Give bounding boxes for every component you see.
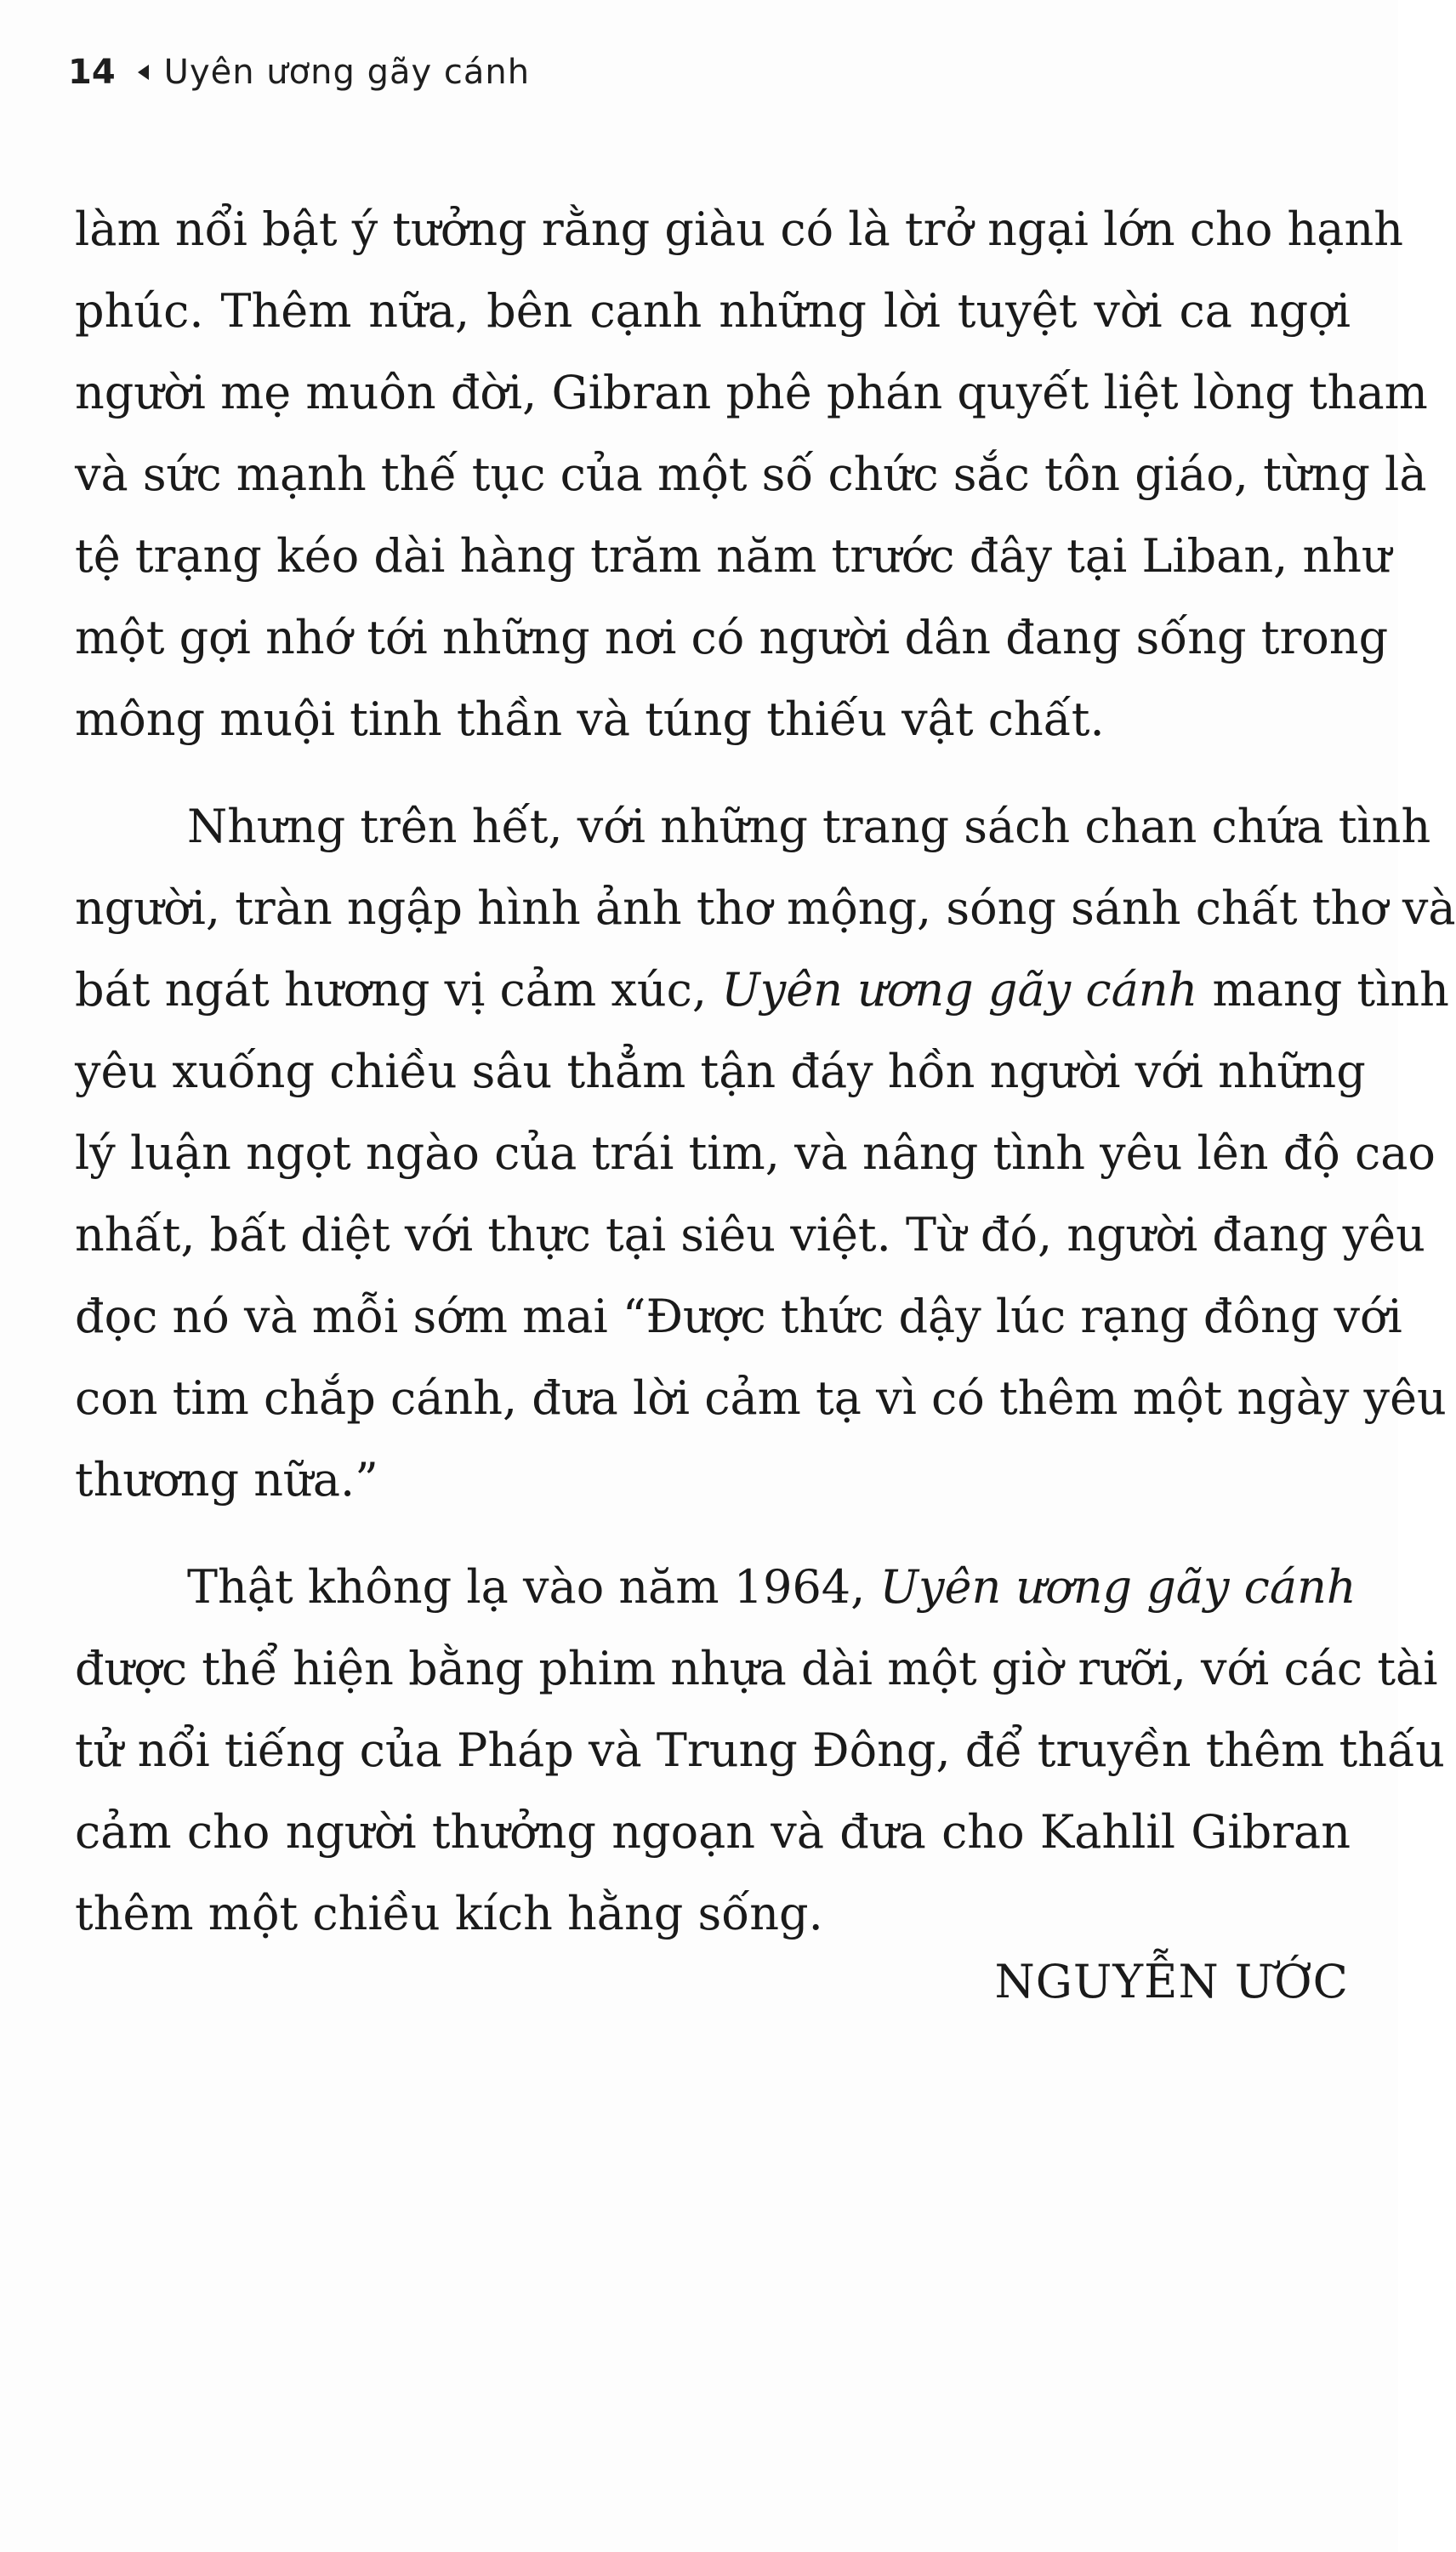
text-segment: bát ngát hương vị cảm xúc, xyxy=(75,963,708,1017)
text-line: mông muội tinh thần và túng thiếu vật chất. xyxy=(75,692,1105,746)
book-title: Uyên ương gãy cánh xyxy=(163,53,531,92)
page-number: 14 xyxy=(68,53,116,92)
text-line: và sức mạnh thế tục của một số chức sắc tôn giáo, từng là xyxy=(75,447,1427,501)
text-line: cảm cho người thưởng ngoạn và đưa cho Kahlil Gibran xyxy=(75,1805,1351,1859)
text-segment: Thật không lạ vào năm 1964, xyxy=(187,1560,866,1614)
running-header xyxy=(68,53,530,92)
text-line: thêm một chiều kích hằng sống. xyxy=(75,1887,823,1940)
text-line: lý luận ngọt ngào của trái tim, và nâng tình yêu lên độ cao xyxy=(75,1126,1436,1180)
text-line: đọc nó và mỗi sớm mai “Được thức dậy lúc rạng đông với xyxy=(75,1290,1402,1343)
text-line: Nhưng trên hết, với những trang sách chan chứa tình xyxy=(187,800,1431,853)
left-triangle-icon xyxy=(138,65,149,80)
text-line: yêu xuống chiều sâu thẳm tận đáy hồn người với những xyxy=(75,1045,1366,1098)
italic-book-title: Uyên ương gãy cánh xyxy=(721,963,1198,1017)
text-line: tệ trạng kéo dài hàng trăm năm trước đây tại Liban, như xyxy=(75,529,1391,583)
text-line: thương nữa.” xyxy=(75,1453,378,1507)
author-signature: NGUYỄN ƯỚC xyxy=(994,1955,1349,2008)
paragraph-3 xyxy=(75,1547,1445,1955)
italic-book-title: Uyên ương gãy cánh xyxy=(879,1560,1356,1614)
text-line: một gợi nhớ tới những nơi có người dân đang sống trong xyxy=(75,611,1389,664)
text-line: nhất, bất diệt với thực tại siêu việt. Từ đó, người đang yêu xyxy=(75,1208,1425,1262)
body-text xyxy=(75,189,1456,1980)
paragraph-1 xyxy=(75,189,1428,760)
text-line-with-title xyxy=(75,1547,1356,1628)
text-line: con tim chắp cánh, đưa lời cảm tạ vì có thêm một ngày yêu xyxy=(75,1371,1447,1425)
text-line: được thể hiện bằng phim nhựa dài một giờ rưỡi, với các tài xyxy=(75,1642,1438,1695)
text-line: làm nổi bật ý tưởng rằng giàu có là trở ngại lớn cho hạnh xyxy=(75,202,1404,256)
text-line: người, tràn ngập hình ảnh thơ mộng, sóng sánh chất thơ và xyxy=(75,881,1456,935)
text-line: tử nổi tiếng của Pháp và Trung Đông, để truyền thêm thấu xyxy=(75,1723,1445,1777)
text-line: phúc. Thêm nữa, bên cạnh những lời tuyệt vời ca ngợi xyxy=(75,284,1351,338)
paragraph-2 xyxy=(75,786,1456,1521)
text-line: người mẹ muôn đời, Gibran phê phán quyết liệt lòng tham xyxy=(75,366,1428,419)
text-line-with-title xyxy=(75,949,1449,1031)
text-segment: mang tình xyxy=(1212,963,1449,1017)
